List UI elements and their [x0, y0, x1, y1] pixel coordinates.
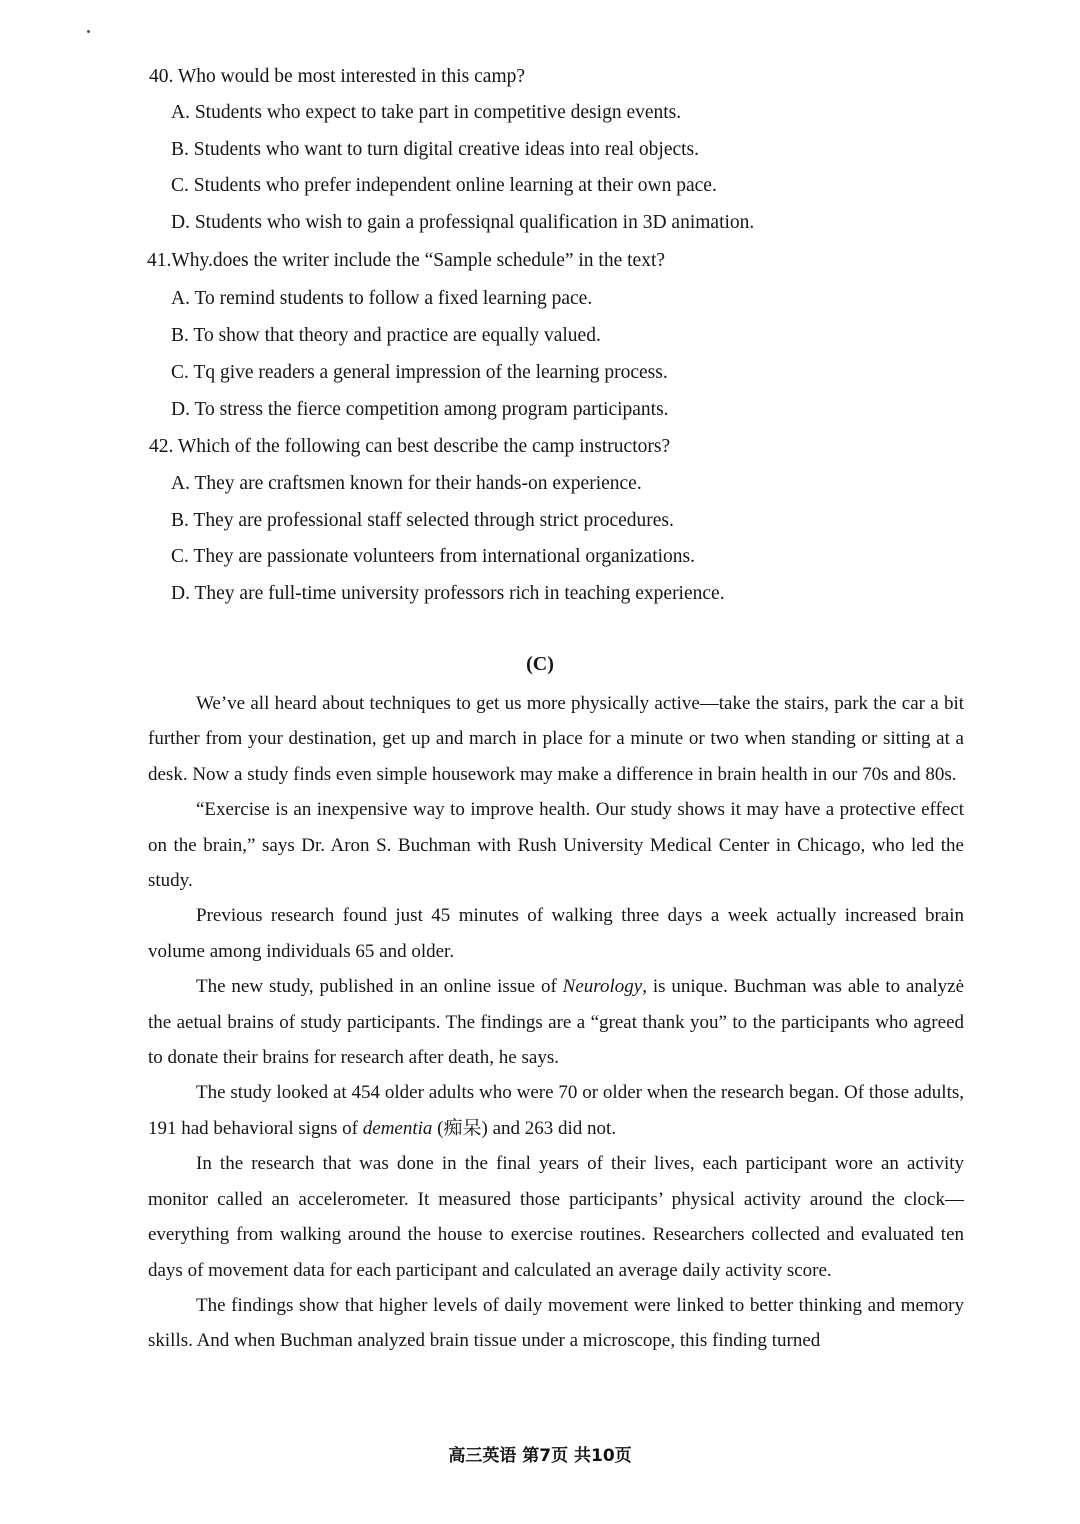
option-d: D. Students who wish to gain a professiqnal qualification in 3D animation. [171, 212, 755, 233]
option-a: A. They are craftsmen known for their hands-on experience. [171, 473, 642, 494]
paragraph-text: The findings show that higher levels of daily movement were linked to better thinking and memory skills. And when Buchman analyzed brain tissue under a microscope, this finding turned [148, 1294, 964, 1352]
passage-body [148, 686, 964, 1359]
option-c: C. Tq give readers a general impression of the learning process. [171, 362, 668, 383]
paragraph-text: In the research that was done in the final years of their lives, each participant wore an activity monitor called an accelerometer. It measured those participants’ physical activity around the clock—everything from walking around the house to exercise routines. Researchers collected and evaluated ten days of movement data for each participant and calculated an average daily activity score. [148, 1153, 964, 1281]
question-stem: 41.Why.does the writer include the “Sample schedule” in the text? [147, 250, 666, 271]
question-stem: 40. Who would be most interested in this camp? [149, 66, 526, 87]
option-d: D. They are full-time university professors rich in teaching experience. [171, 583, 725, 604]
option-b: B. To show that theory and practice are equally valued. [171, 325, 601, 346]
paragraph [148, 898, 964, 969]
paragraph [148, 1146, 964, 1288]
option-c: C. Students who prefer independent online learning at their own pace. [171, 175, 717, 196]
section-title: (C) [526, 653, 554, 675]
paragraph-text: “Exercise is an inexpensive way to improve health. Our study shows it may have a protective effect on the brain,” says Dr. Aron S. Buchman with Rush University Medical Center in Chicago, who led the study. [148, 799, 964, 892]
option-b: B. They are professional staff selected through strict procedures. [171, 510, 674, 531]
option-a: A. Students who expect to take part in competitive design events. [171, 102, 682, 123]
paragraph [148, 686, 964, 792]
paragraph-text: We’ve all heard about techniques to get us more physically active—take the stairs, park the car a bit further from your destination, get up and march in place for a minute or two when standing or sitting at a desk. Now a study finds even simple housework may make a difference in brain health in our 70s and 80s. [148, 693, 964, 785]
option-c: C. They are passionate volunteers from international organizations. [171, 546, 696, 567]
paragraph-text: Previous research found just 45 minutes of walking three days a week actually increased brain volume among individuals 65 and older. [148, 905, 964, 962]
paragraph [148, 1288, 964, 1359]
paragraph [148, 792, 964, 898]
option-a: A. To remind students to follow a fixed learning pace. [171, 288, 593, 309]
italic-term: Neurology [562, 976, 643, 998]
paragraph-text: (痴呆) and 263 did not. [432, 1117, 617, 1139]
italic-term: dementia [362, 1117, 433, 1139]
paragraph-text: The new study, published in an online issue of [196, 976, 563, 998]
paragraph [148, 969, 964, 1075]
option-d: D. To stress the fierce competition among program participants. [171, 399, 669, 420]
paragraph [148, 1075, 964, 1146]
page-footer: 高三英语 第7页 共10页 [448, 1446, 632, 1466]
question-stem: 42. Which of the following can best describe the camp instructors? [149, 436, 671, 457]
option-b: B. Students who want to turn digital creative ideas into real objects. [171, 139, 700, 160]
paragraph-text: , is unique. Buchman was able to analyzė the aetual brains of study participants. The findings are a “great thank you” to the participants who agreed to donate their brains for research after death, he says. [148, 976, 964, 1069]
paragraph-text: The study looked at 454 older adults who were 70 or older when the research began. Of those adults, 191 had behavioral signs of [148, 1082, 964, 1139]
scan-speck [87, 30, 90, 33]
